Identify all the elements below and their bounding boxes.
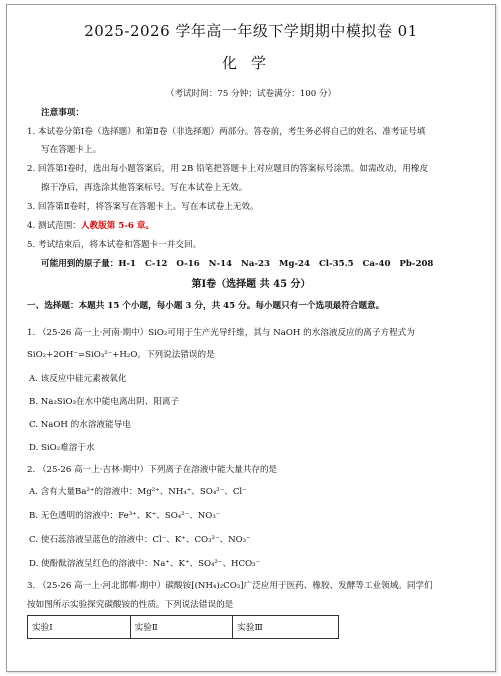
section-instruction: 一、选择题：本题共 15 个小题，每小题 3 分，共 45 分。每小题只有一个选项最符合题意。 <box>27 301 385 311</box>
question-1-option-c: C. NaOH 的水溶液能导电 <box>29 420 131 430</box>
experiment-2-header: 实验Ⅱ <box>130 616 233 639</box>
notice-scope-label: 4. 测试范围： <box>27 221 81 231</box>
exam-title: 2025-2026 学年高一年级下学期期中模拟卷 01 <box>84 22 418 40</box>
atomic-masses <box>41 258 433 270</box>
notice-item: 3. 回答第Ⅱ卷时，将答案写在答题卡上。写在本试卷上无效。 <box>27 202 259 212</box>
experiment-table <box>27 615 339 639</box>
notice-item: 2. 回答第Ⅰ卷时，选出每小题答案后，用 2B 铅笔把答题卡上对应题目的答案标号涂黑。如需改动，用橡皮 <box>27 164 429 174</box>
subject-title: 化学 <box>221 54 280 72</box>
question-1-stem: 1. （25-26 高一上·河南·期中）SiO₂可用于生产光导纤维，其与 NaOH 的水溶液反应的离子方程式为 <box>27 328 415 338</box>
notice-heading: 注意事项： <box>41 108 84 118</box>
notice-item: 1. 本试卷分第Ⅰ卷（选择题）和第Ⅱ卷（非选择题）两部分。答卷前，考生务必将自己的姓名、准考证号填 <box>27 127 426 137</box>
question-2-option-d: D. 使酚酞溶液呈红色的溶液中：Na⁺、K⁺、SO₄²⁻、HCO₃⁻ <box>29 559 261 569</box>
question-2-option-b: B. 无色透明的溶液中：Fe³⁺、K⁺、SO₄²⁻、NO₃⁻ <box>29 511 221 521</box>
atomic-masses-values: H-1 C-12 O-16 N-14 Na-23 Mg-24 Cl-35.5 Ca-40 Pb-208 <box>118 259 434 269</box>
question-3-stem: 3. （25-26 高一上·河北邯郸·期中）碳酸铵[(NH₄)₂CO₃]广泛应用于医药、橡胶、发酵等工业领域。同学们 <box>27 581 433 591</box>
experiment-1-header: 实验Ⅰ <box>28 616 131 639</box>
question-2-option-a: A. 含有大量Ba²⁺的溶液中：Mg²⁺、NH₄⁺、SO₄²⁻、Cl⁻ <box>29 487 247 497</box>
exam-page <box>6 4 496 672</box>
question-1-option-a: A. 该反应中硅元素被氧化 <box>29 374 127 384</box>
exam-info: （考试时间：75 分钟；试卷满分：100 分） <box>165 89 337 99</box>
notice-item: 擦干净后，再选涂其他答案标号。写在本试卷上无效。 <box>41 183 248 193</box>
question-2-option-c: C. 使石蕊溶液呈蓝色的溶液中：Cl⁻、K⁺、CO₃²⁻、NO₃⁻ <box>29 535 251 545</box>
section-title: 第Ⅰ卷（选择题 共 45 分） <box>191 279 311 290</box>
question-1-option-d: D. SiO₂难溶于水 <box>29 443 95 453</box>
atomic-masses-label: 可能用到的原子量： <box>41 259 119 269</box>
question-2-stem: 2. （25-26 高一上·吉林·期中）下列离子在溶液中能大量共存的是 <box>27 465 278 475</box>
table-row <box>28 616 339 639</box>
notice-scope-value: 人教版第 5-6 章。 <box>80 221 154 231</box>
notice-item: 写在答题卡上。 <box>41 145 102 155</box>
question-3-stem-cont: 按如图所示实验探究碳酸铵的性质。下列说法错误的是 <box>27 600 234 610</box>
question-1-option-b: B. Na₂SiO₃在水中能电离出阴、阳离子 <box>29 397 180 407</box>
question-1-equation: SiO₂+2OH⁻=SiO₃²⁻+H₂O。下列说法错误的是 <box>27 350 215 360</box>
notice-item <box>27 220 154 232</box>
experiment-3-header: 实验Ⅲ <box>233 616 339 639</box>
notice-item: 5. 考试结束后，将本试卷和答题卡一并交回。 <box>27 240 202 250</box>
